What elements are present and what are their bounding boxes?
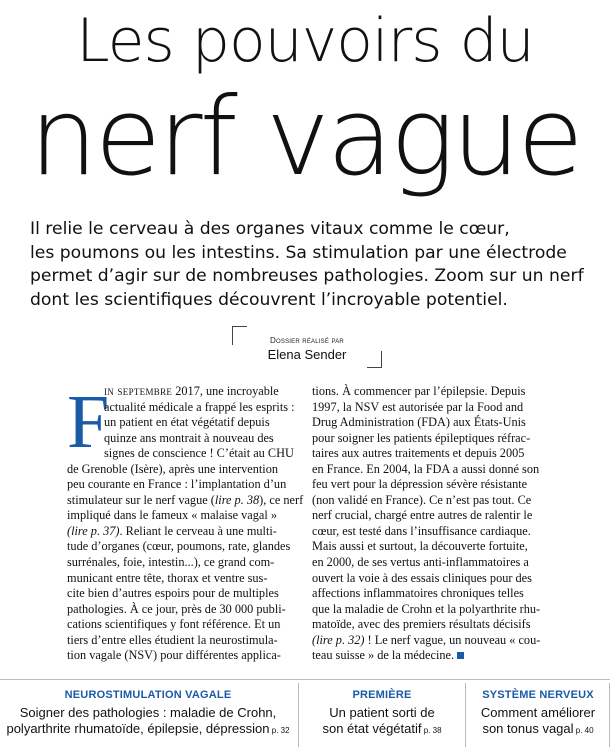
footer-teaser-systeme-nerveux[interactable] — [466, 683, 610, 749]
article-line: nerf crucial, chargé entre autres de ralentir le — [312, 508, 533, 523]
page-reference-link[interactable]: (lire p. 37) — [67, 523, 120, 538]
author-credit — [232, 326, 382, 368]
teaser-description — [466, 705, 610, 738]
article-line: en France. En 2004, la FDA a aussi donné son — [312, 461, 540, 476]
article-line: impliqué dans le fameux « malaise vagal » — [67, 508, 278, 523]
standfirst-line: Il relie le cerveau à des organes vitaux comme le cœur, — [30, 219, 510, 239]
article-line — [67, 492, 304, 509]
article-line: surrénales, foie, intestin...), ce grand com- — [67, 555, 275, 570]
teaser-line — [466, 721, 610, 739]
teaser-line: Comment améliorer — [480, 705, 596, 720]
author-name[interactable]: Elena Sender — [267, 347, 347, 362]
article-line: quinze ans montrait à nouveau des — [104, 430, 274, 445]
article-line: tiers d’entre elles étudient la neurostimula- — [67, 632, 278, 647]
title-line-2: nerf vague — [29, 75, 581, 200]
credit-label: Dossier réalisé par — [270, 336, 344, 345]
standfirst-line: les poumons ou les intestins. Sa stimulation par une électrode — [30, 242, 567, 263]
standfirst — [30, 218, 590, 312]
article-line: un patient en état végétatif depuis — [104, 415, 270, 430]
article-line: affections inflammatoires chroniques telles — [312, 586, 524, 601]
teaser-page: p. 40 — [573, 725, 594, 735]
article-line: Mais aussi et surtout, la découverte fortuite, — [312, 539, 528, 554]
lead-smallcaps: in septembre — [104, 384, 173, 398]
article-column-2 — [312, 384, 544, 664]
lead-text: 2017, une incroyable — [172, 384, 279, 398]
footer-divider — [298, 683, 299, 747]
article-line — [67, 524, 289, 540]
end-of-article-square-icon — [457, 652, 464, 659]
footer-rule — [0, 679, 610, 680]
article-line: tion vagale (NSV) pour différentes applica- — [67, 648, 281, 663]
teaser-page: p. 38 — [421, 725, 442, 735]
article-line: tions. À commencer par l’épilepsie. Depuis — [312, 384, 526, 398]
article-line: signes de conscience ! C’était au CHU — [104, 446, 294, 461]
teaser-line — [0, 721, 296, 739]
teaser-text: polyarthrite rhumatoïde, épilepsie, dépression — [6, 720, 270, 736]
article-line: feu vert pour la dépression sévère résistante — [312, 477, 528, 492]
standfirst-line: permet d’agir sur de nombreuses pathologies. Zoom sur un nerf — [30, 266, 584, 286]
title-line-1: Les pouvoirs du — [76, 6, 534, 76]
article-line: 1997, la NSV est autorisée par la Food and — [312, 399, 524, 414]
teaser-category: NEUROSTIMULATION VAGALE — [64, 689, 232, 701]
article-line: cœur, est testé dans l’insuffisance cardiaque. — [312, 523, 531, 538]
article-line: cations scientifiques y font référence. Et un — [67, 617, 281, 632]
teaser-page: p. 32 — [269, 725, 290, 735]
teaser-text: son état végétatif — [322, 720, 422, 736]
article-line: taires aux autres traitements et depuis 2005 — [312, 446, 525, 461]
text: teau suisse » de la médecine. — [312, 648, 455, 663]
text: . Reliant le cerveau à une multi- — [119, 523, 277, 538]
article-line: peu courante en France : l’implantation d’un — [67, 477, 287, 492]
drop-cap: F — [67, 380, 110, 464]
article-line: Drug Administration (FDA) aux États-Unis — [312, 415, 526, 430]
teaser-category: SYSTÈME NERVEUX — [482, 689, 594, 701]
text: stimulateur sur le nerf vague ( — [67, 492, 215, 507]
article-line: pour soigner les patients épileptiques réfrac- — [312, 430, 531, 445]
text: ), ce nerf — [259, 492, 304, 507]
article-line: en 2000, de ses vertus anti-inflammatoires a — [312, 555, 529, 570]
article-line: pathologies. À ce jour, près de 30 000 publi- — [67, 601, 286, 616]
footer-teaser-neurostimulation[interactable] — [0, 683, 296, 749]
article-line — [312, 633, 544, 649]
teaser-description — [300, 705, 464, 738]
teaser-category: PREMIÈRE — [352, 689, 412, 701]
article-line: cite bien d’autres espoirs pour de multiples — [67, 586, 279, 601]
article-line — [67, 384, 289, 400]
teaser-line: Soigner des pathologies : maladie de Crohn, — [19, 705, 277, 720]
teaser-line: Un patient sorti de — [329, 705, 435, 720]
footer-teaser-premiere[interactable] — [300, 683, 464, 749]
article-line: que la maladie de Crohn et la polyarthrite rhu- — [312, 601, 541, 616]
text: ! Le nerf vague, un nouveau « cou- — [364, 632, 541, 647]
article-line: ouvert la voie à des essais cliniques pour des — [312, 570, 532, 585]
article-line: municant entre tête, thorax et ventre sus- — [67, 570, 268, 585]
article-line — [312, 648, 544, 664]
teaser-description — [0, 705, 296, 738]
article-line: tude d’organes (cœur, poumons, rate, glandes — [67, 539, 291, 554]
article-column-1 — [67, 380, 304, 664]
article-line: matoïde, avec des premiers résultats décisifs — [312, 617, 531, 632]
standfirst-line: dont les scientifiques découvrent l’incroyable potentiel. — [30, 289, 508, 310]
article-line: de Grenoble (Isère), après une intervention — [67, 461, 279, 476]
article-line: actualité médicale a frappé les esprits : — [104, 399, 295, 414]
teaser-line — [300, 721, 464, 739]
page-reference-link[interactable]: (lire p. 32) — [312, 632, 365, 647]
page-reference-link[interactable]: lire p. 38 — [214, 492, 260, 507]
teaser-text: son tonus vagal — [482, 720, 574, 736]
article-line: (non validé en France). Ce n’est pas tout. Ce — [312, 492, 532, 507]
